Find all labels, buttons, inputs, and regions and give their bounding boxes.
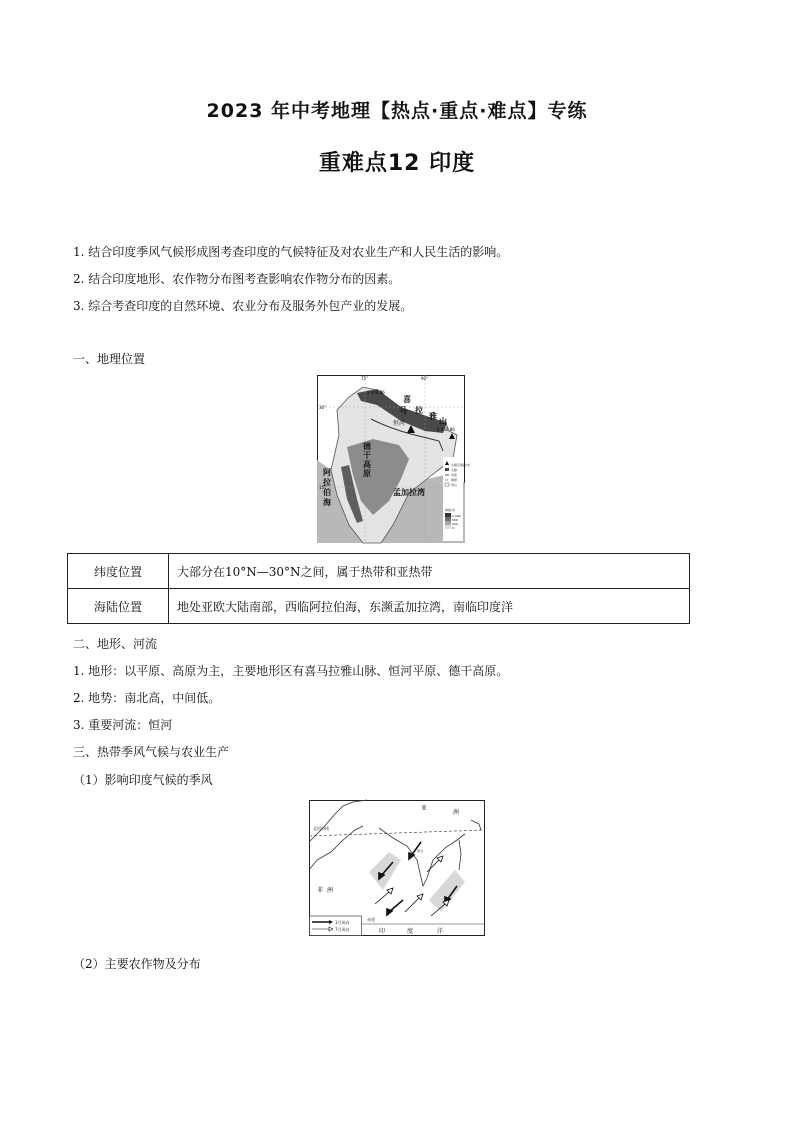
table-cell-value: 地处亚欧大陆南部，西临阿拉伯海，东濒孟加拉湾，南临印度洋	[169, 589, 690, 624]
monsoon-map	[309, 800, 485, 936]
elev-swatch-200	[445, 521, 451, 525]
legend-mountain-icon	[445, 468, 449, 471]
table-row	[68, 589, 690, 624]
ocean-label-2: 度	[407, 928, 414, 935]
small-map-label: 喜马	[417, 849, 424, 853]
section3-heading: 三、热带季风气候与农业生产	[73, 745, 230, 759]
elev-swatch-500	[445, 517, 451, 521]
ganges-label: 恒河	[393, 420, 406, 427]
lon-label-90: 90°	[421, 376, 429, 381]
deccan-label-1: 德	[363, 442, 371, 451]
legend-river-label: 河流	[451, 473, 458, 477]
elev-swatch-0	[445, 525, 451, 529]
wind-legend	[310, 916, 362, 936]
ocean-label-1: 印	[379, 928, 386, 935]
lat-label-15: 15°	[319, 485, 327, 490]
objective-1: 1. 结合印度季风气候形成图考查印度的气候特征及对农业生产和人民生活的影响。	[73, 245, 509, 259]
legend-jan-label: 1月风向	[335, 920, 350, 925]
bay-of-bengal-label: 孟加拉湾	[393, 488, 425, 497]
lat-label-30: 30°	[319, 405, 327, 410]
legend-border-label: 国界	[451, 478, 458, 482]
tropic-label: 北回归线	[313, 826, 329, 831]
objective-2: 2. 结合印度地形、农作物分布图考查影响农作物分布的因素。	[73, 272, 401, 286]
himalaya-label-4: 雅	[429, 412, 437, 421]
legend-peak-label: 山峰及海拔/米	[451, 463, 471, 467]
elev-label-0: 0	[452, 526, 454, 530]
elev-label-2000: 2 000	[452, 514, 461, 518]
table-cell-label: 海陆位置	[68, 589, 169, 624]
africa-label-1: 非	[317, 887, 324, 894]
legend-jul-label: 7月风向	[335, 927, 350, 932]
asia-label-2: 洲	[453, 809, 460, 816]
legend-snow-icon	[445, 483, 449, 486]
elev-legend-title: 海拔/米	[445, 508, 456, 512]
ocean-label-3: 洋	[437, 928, 444, 935]
deccan-label-2: 干	[363, 451, 371, 460]
section2-heading: 二、地形、河流	[73, 637, 158, 651]
arabian-sea-label-1: 阿	[323, 468, 331, 477]
himalaya-label-2: 马	[399, 406, 407, 415]
section1-heading: 一、地理位置	[73, 352, 146, 366]
section2-item-2: 2. 地势：南北高，中间低。	[73, 691, 221, 705]
deccan-label-4: 原	[363, 469, 371, 478]
table-row	[68, 554, 690, 589]
legend-snow-label: 雪山	[451, 483, 458, 487]
section2-item-1: 1. 地形：以平原、高原为主，主要地形区有喜马拉雅山脉、恒河平原、德干高原。	[73, 664, 509, 678]
himalaya-label-3: 拉	[415, 406, 423, 415]
equator-label: 赤道	[367, 917, 375, 922]
section2-item-3: 3. 重要河流：恒河	[73, 718, 173, 732]
india-terrain-map	[317, 375, 471, 543]
map-frame	[310, 801, 485, 936]
elev-label-200: 200	[452, 522, 458, 526]
arabian-sea-label-2: 拉	[323, 478, 331, 487]
elev-swatch-2000	[445, 513, 451, 517]
table-cell-value: 大部分在10°N—30°N之间，属于热带和亚热带	[169, 554, 690, 589]
document-title: 2023 年中考地理【热点·重点·难点】专练	[206, 100, 588, 122]
objective-3: 3. 综合考查印度的自然环境、农业分布及服务外包产业的发展。	[73, 299, 413, 313]
subheading-monsoon: （1）影响印度气候的季风	[73, 773, 213, 787]
himalaya-label-5: 山	[439, 417, 447, 426]
deccan-label-3: 高	[363, 460, 371, 469]
legend-mountain-label: 山脉	[451, 468, 458, 472]
lon-label-75: 75°	[361, 376, 369, 381]
himalaya-label-1: 喜	[403, 395, 411, 404]
document-subtitle: 重难点12 印度	[318, 151, 476, 176]
location-table	[67, 553, 690, 624]
arabian-sea-label-3: 伯	[323, 488, 331, 497]
table-cell-label: 纬度位置	[68, 554, 169, 589]
africa-label-2: 洲	[327, 887, 334, 894]
asia-label-1: 亚	[421, 805, 428, 812]
peak2-label: 8 848.86	[437, 427, 455, 432]
elev-label-500: 500	[452, 518, 458, 522]
arabian-sea-label-4: 海	[323, 498, 331, 507]
peak1-label: 8 848.86	[367, 390, 385, 395]
subheading-crops: （2）主要农作物及分布	[73, 957, 201, 971]
